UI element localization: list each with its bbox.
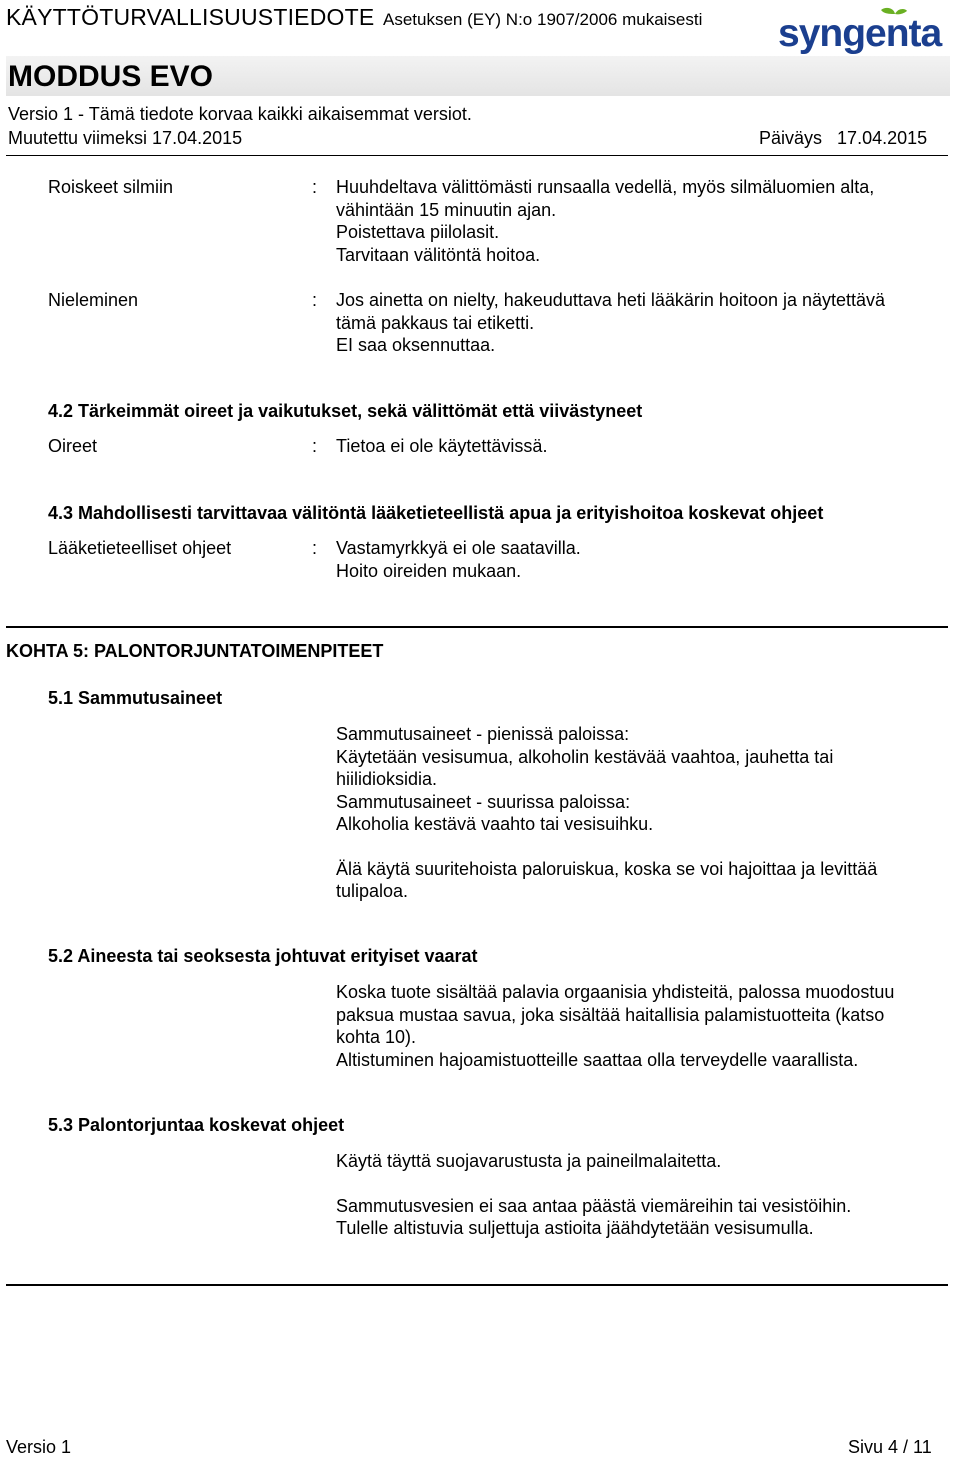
colon: : bbox=[312, 177, 318, 197]
text-line: Tarvitaan välitöntä hoitoa. bbox=[336, 244, 541, 265]
section-4-3-heading: 4.3 Mahdollisesti tarvittavaa välitöntä lääketieteellistä apua ja erityishoitoa koskevat ohjeet bbox=[48, 503, 824, 523]
symptoms-label: Oireet bbox=[48, 436, 98, 456]
text-line: Käytä täyttä suojavarustusta ja paineilmalaitetta. bbox=[336, 1151, 722, 1171]
special-hazards-text bbox=[336, 981, 940, 1071]
text-line: Käytetään vesisumua, alkoholin kestävää vaahtoa, jauhetta tai bbox=[336, 746, 834, 767]
text-line: Alkoholia kestävä vaahto tai vesisuihku. bbox=[336, 814, 654, 834]
page-number: Sivu 4 / 11 bbox=[848, 1437, 932, 1457]
text-line: Jos ainetta on nielty, hakeuduttava heti lääkärin hoitoon ja näytettävä bbox=[336, 290, 886, 310]
section-5-divider bbox=[6, 626, 948, 628]
extinguishing-media-text bbox=[336, 723, 940, 925]
colon: : bbox=[312, 436, 318, 456]
text-line: tulipaloa. bbox=[336, 881, 409, 901]
text-line: Sammutusvesien ei saa antaa päästä viemäreihin tai vesistöihin. bbox=[336, 1195, 852, 1216]
eye-contact-text bbox=[336, 176, 940, 266]
date-value: 17.04.2015 bbox=[837, 128, 928, 148]
brand-name: syngenta bbox=[778, 12, 942, 55]
text-line: EI saa oksennuttaa. bbox=[336, 335, 496, 355]
modified-date: Muutettu viimeksi 17.04.2015 bbox=[8, 128, 243, 148]
firefighting-advice-text bbox=[336, 1150, 940, 1262]
eye-contact-label: Roiskeet silmiin bbox=[48, 177, 174, 197]
document-type: KÄYTTÖTURVALLISUUSTIEDOTE bbox=[6, 4, 375, 30]
symptoms-text: Tietoa ei ole käytettävissä. bbox=[336, 436, 548, 456]
text-line: paksua mustaa savua, joka sisältää haitallisia palamistuotteita (katso bbox=[336, 1004, 885, 1025]
document-title bbox=[6, 4, 702, 31]
date-label: Päiväys bbox=[759, 128, 823, 148]
footer-divider bbox=[6, 1284, 948, 1286]
version-line: Versio 1 - Tämä tiedote korvaa kaikki aikaisemmat versiot. bbox=[8, 104, 472, 124]
text-line: Vastamyrkkyä ei ole saatavilla. bbox=[336, 538, 581, 558]
header-divider bbox=[6, 155, 948, 156]
text-line: Altistuminen hajoamistuotteille saattaa olla terveydelle vaarallista. bbox=[336, 1049, 859, 1070]
text-line: Tulelle altistuvia suljettuja astioita jäähdytetään vesisumulla. bbox=[336, 1218, 814, 1238]
section-5-title: KOHTA 5: PALONTORJUNTATOIMENPITEET bbox=[6, 641, 384, 661]
text-line: Huuhdeltava välittömästi runsaalla vedellä, myös silmäluomien alta, bbox=[336, 177, 875, 197]
text-line: tämä pakkaus tai etiketti. bbox=[336, 312, 535, 333]
section-5-2-heading: 5.2 Aineesta tai seoksesta johtuvat erityiset vaarat bbox=[48, 946, 478, 966]
ingestion-text bbox=[336, 289, 940, 357]
text-line: hiilidioksidia. bbox=[336, 769, 438, 789]
text-line: Älä käytä suuritehoista paloruiskua, koska se voi hajoittaa ja levittää bbox=[336, 858, 878, 879]
medical-advice-label: Lääketieteelliset ohjeet bbox=[48, 538, 232, 558]
section-5-3-heading: 5.3 Palontorjuntaa koskevat ohjeet bbox=[48, 1115, 345, 1135]
text-line: Hoito oireiden mukaan. bbox=[336, 560, 522, 581]
syngenta-logo bbox=[778, 6, 958, 58]
medical-advice-text bbox=[336, 537, 940, 582]
text-line: Poistettava piilolasit. bbox=[336, 222, 500, 242]
paragraph bbox=[336, 1150, 940, 1173]
issue-date bbox=[759, 128, 927, 149]
text-line: Sammutusaineet - suurissa paloissa: bbox=[336, 791, 631, 812]
paragraph bbox=[336, 858, 940, 903]
paragraph bbox=[336, 723, 940, 836]
text-line: Sammutusaineet - pienissä paloissa: bbox=[336, 724, 630, 744]
text-line: Koska tuote sisältää palavia orgaanisia yhdisteitä, palossa muodostuu bbox=[336, 982, 895, 1002]
text-line: vähintään 15 minuutin ajan. bbox=[336, 199, 557, 220]
paragraph bbox=[336, 1195, 940, 1240]
section-5-1-heading: 5.1 Sammutusaineet bbox=[48, 688, 223, 708]
regulation-note: Asetuksen (EY) N:o 1907/2006 mukaisesti bbox=[382, 10, 703, 29]
text-line: kohta 10). bbox=[336, 1027, 417, 1047]
section-4-2-heading: 4.2 Tärkeimmät oireet ja vaikutukset, sekä välittömät että viivästyneet bbox=[48, 401, 643, 421]
colon: : bbox=[312, 538, 318, 558]
ingestion-label: Nieleminen bbox=[48, 290, 139, 310]
colon: : bbox=[312, 290, 318, 310]
footer-version: Versio 1 bbox=[6, 1437, 72, 1457]
product-name: MODDUS EVO bbox=[8, 60, 214, 93]
